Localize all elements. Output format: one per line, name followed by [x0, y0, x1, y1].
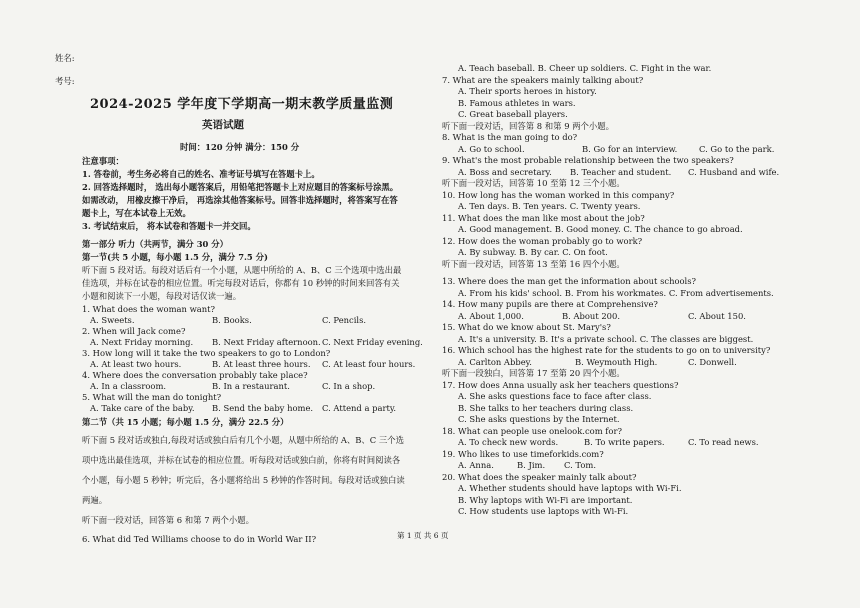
option-c: C. Great baseball players.: [458, 109, 568, 119]
option-a: A. At least two hours.: [90, 359, 182, 369]
option-b: B. About 200.: [562, 310, 620, 321]
options: A. By subway. B. By car. C. On foot.: [458, 247, 608, 257]
group-instruction: 听下面一段独白，回答第 17 至第 20 四个小题。: [442, 368, 625, 378]
notice-heading: 注意事项：: [82, 156, 124, 166]
option-c: C. Go to the park.: [699, 143, 775, 154]
options: A. From his kids' school. B. From his workmates. C. From advertisements.: [458, 287, 774, 298]
q6-options: A. Teach baseball. B. Cheer up soldiers. C. Fight in the war.: [458, 63, 712, 73]
option-b: B. In a restaurant.: [212, 381, 290, 391]
options: A. Ten days. B. Ten years. C. Twenty years.: [458, 201, 641, 211]
section2-heading: 第二节（共 15 小题；每小题 1.5 分，满分 22.5 分）: [82, 417, 289, 427]
section2-instruction: 个小题，每小题 5 秒钟；听完后，各小题将给出 5 秒钟的作答时间。每段对话或独白读: [82, 475, 405, 485]
option-c: C. At least four hours.: [322, 359, 416, 369]
question: 4. Where does the conversation probably take place?: [82, 370, 308, 380]
option-a: A. Sweets.: [90, 315, 135, 325]
option-c: C. Next Friday evening.: [322, 337, 423, 347]
option-a: A. Their sports heroes in history.: [458, 86, 597, 96]
option-c: C. Husband and wife.: [688, 166, 780, 177]
exam-number-label: 考号:: [55, 76, 75, 86]
page-number: 第 1 页 共 6 页: [397, 531, 449, 540]
question: 3. How long will it take the two speakers to go to London?: [82, 348, 331, 358]
group-instruction: 听下面一段对话，回答第 8 和第 9 两个小题。: [442, 120, 615, 131]
notice-item-2: 2. 回答选择题时， 选出每小题答案后，用铅笔把答题卡上对应题目的答案标号涂黑。: [82, 182, 399, 192]
question: 8. What is the man going to do?: [442, 132, 578, 142]
question: 19. Who likes to use timeforkids.com?: [442, 448, 604, 459]
section1-instruction: 听下面 5 段对话。每段对话后有一个小题，从题中所给的 A、B、C 三个选项中选出最: [82, 265, 402, 275]
group-instruction: 听下面一段对话，回答第 13 至第 16 四个小题。: [442, 258, 625, 269]
options: A. Good management. B. Good money. C. The chance to go abroad.: [458, 224, 743, 234]
notice-item-2-cont: 如需改动， 用橡皮擦干净后， 再选涂其他答案标号。回答非选择题时，将答案写在答: [82, 195, 398, 205]
option-a: A. In a classroom.: [90, 381, 167, 391]
question: 2. When will Jack come?: [82, 326, 186, 336]
option-b: B. Why laptops with Wi-Fi are important.: [458, 494, 633, 505]
group-instruction: 听下面一段对话，回答第 10 至第 12 三个小题。: [442, 178, 625, 188]
section2-instruction: 两遍。: [82, 495, 108, 505]
option-b: B. Send the baby home.: [212, 403, 314, 413]
question: 11. What does the man like most about the job?: [442, 212, 645, 223]
section2-instruction: 听下面 5 段对话或独白,每段对话或独白后有几个小题，从题中所给的 A、B、C 三个选: [82, 435, 404, 445]
options: A. It's a university. B. It's a private school. C. The classes are biggest.: [458, 333, 754, 344]
option-c: C. Donwell.: [688, 356, 737, 367]
option-b: B. Famous athletes in wars.: [458, 97, 576, 108]
question: 14. How many pupils are there at Comprehensive?: [442, 299, 658, 309]
section1-heading: 第一节(共 5 小题，每小题 1.5 分，满分 7.5 分): [82, 252, 269, 262]
option-a: A. Boss and secretary.: [458, 166, 552, 177]
exam-title: 2024-2025 学年度下学期高一期末教学质量监测: [90, 97, 394, 112]
notice-item-1: 1. 答卷前，考生务必将自己的姓名、准考证号填写在答题卡上。: [82, 169, 320, 179]
option-b: B. Books.: [212, 315, 252, 325]
option-c: C. About 150.: [688, 310, 746, 321]
option-b: B. Teacher and student.: [570, 166, 672, 177]
option-c: C. In a shop.: [322, 381, 376, 391]
name-label: 姓名:: [55, 53, 75, 63]
question: 1. What does the woman want?: [82, 304, 215, 314]
section1-instruction: 小题和阅读下一小题，每段对话仅读一遍。: [82, 291, 242, 301]
time-score: 时间：120 分钟 满分：150 分: [180, 142, 300, 152]
question: 20. What does the speaker mainly talk about?: [442, 471, 637, 482]
question: 9. What's the most probable relationship between the two speakers?: [442, 155, 734, 165]
option-a: A. Carlton Abbey.: [458, 356, 532, 367]
option-c: C. To read news.: [688, 437, 759, 447]
option-c: C. Attend a party.: [322, 403, 397, 413]
option-b: B. She talks to her teachers during class.: [458, 402, 634, 413]
option-a: A. Take care of the baby.: [90, 403, 195, 413]
option-a: A. About 1,000.: [458, 310, 524, 321]
option-a: A. Next Friday morning.: [90, 337, 194, 347]
question: 12. How does the woman probably go to work?: [442, 235, 643, 246]
question: 5. What will the man do tonight?: [82, 392, 222, 402]
group-instruction: 听下面一段对话，回答第 6 和第 7 两个小题。: [82, 515, 255, 525]
question: 15. What do we know about St. Mary's?: [442, 322, 611, 332]
question: 7. What are the speakers mainly talking about?: [442, 74, 644, 85]
option-b: B. At least three hours.: [212, 359, 311, 369]
question: 17. How does Anna usually ask her teachers questions?: [442, 379, 679, 390]
option-b: B. Jim.: [517, 460, 546, 470]
question: 16. Which school has the highest rate for the students to go on to university?: [442, 345, 771, 355]
option-a: A. To check new words.: [458, 437, 559, 447]
question: 10. How long has the woman worked in this company?: [442, 189, 675, 200]
option-a: A. She asks questions face to face after class.: [458, 391, 652, 401]
option-b: B. To write papers.: [584, 437, 665, 447]
option-c: C. Pencils.: [322, 315, 367, 325]
section2-instruction: 项中选出最佳选项，并标在试卷的相应位置。听每段对话或独白前，你将有时间阅读各: [82, 455, 401, 465]
option-c: C. Tom.: [564, 460, 597, 470]
subject-title: 英语试题: [202, 119, 244, 131]
part1-heading: 第一部分 听力（共两节，满分 30 分）: [82, 239, 229, 249]
option-b: B. Go for an interview.: [582, 143, 678, 154]
option-c: C. How students use laptops with Wi-Fi.: [458, 506, 629, 516]
question: 6. What did Ted Williams choose to do in World War II?: [82, 534, 317, 544]
section1-instruction: 佳选项，并标在试卷的相应位置。听完每段对话后，你都有 10 秒钟的时间来回答有关: [82, 278, 400, 288]
notice-item-3: 3. 考试结束后， 将本试卷和答题卡一并交回。: [82, 221, 256, 231]
option-a: A. Go to school.: [458, 143, 525, 154]
question: 18. What can people use onelook.com for?: [442, 425, 622, 436]
notice-item-2-end: 题卡上，写在本试卷上无效。: [82, 208, 191, 218]
question: 13. Where does the man get the information about schools?: [442, 276, 697, 286]
option-b: B. Weymouth High.: [575, 356, 658, 367]
option-a: A. Anna.: [458, 460, 494, 470]
option-b: B. Next Friday afternoon.: [212, 337, 321, 347]
option-a: A. Whether students should have laptops with Wi-Fi.: [458, 483, 682, 493]
option-c: C. She asks questions by the Internet.: [458, 414, 620, 424]
